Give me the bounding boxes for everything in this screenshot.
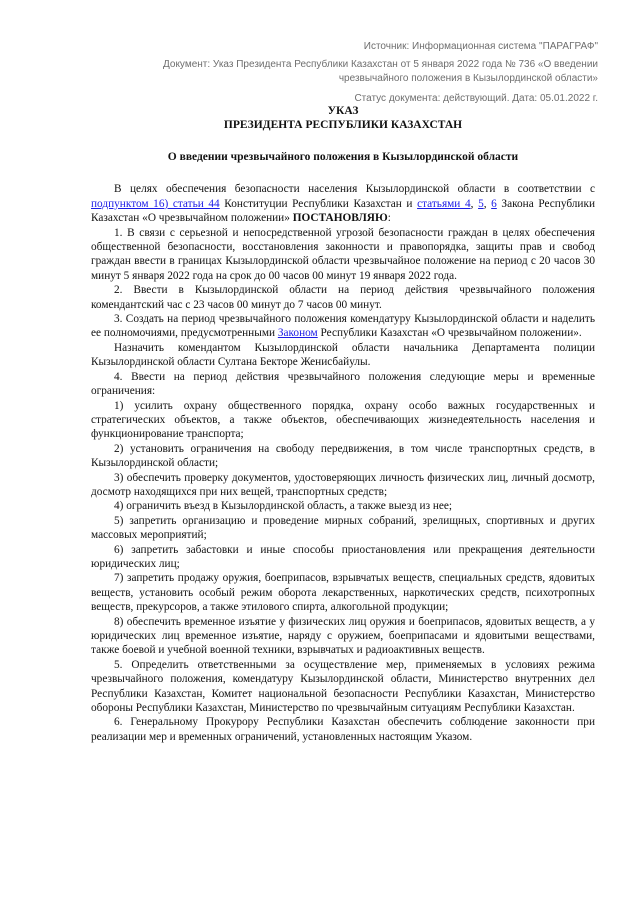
paragraph-4-item-8: 8) обеспечить временное изъятие у физических лиц оружия и боеприпасов, ядовитых веществ, а у юридических лиц временное изъятие, наряду с оружием, боеприпасами и ядовитыми веществами, также боевой и учебной военной техники, взрывчатых и радиоактивных веществ. — [91, 615, 595, 657]
paragraph-4-item-5: 5) запретить организацию и проведение мирных собраний, зрелищных, спортивных и других массовых мероприятий; — [91, 514, 595, 542]
paragraph-4-item-3: 3) обеспечить проверку документов, удостоверяющих личность физических лиц, личный досмотр, досмотр находящихся при них вещей, транспортных средств; — [91, 471, 595, 498]
title-president: ПРЕЗИДЕНТА РЕСПУБЛИКИ КАЗАХСТАН — [223, 119, 463, 131]
paragraph-4-item-2: 2) установить ограничения на свободу передвижения, в том числе транспортных средств, в Кызылординской области; — [91, 442, 595, 470]
paragraph-3-commandant: Назначить комендантом Кызылординской области начальника Департамента полиции Кызылординской области Султана Бекторе Женисбайулы. — [91, 341, 595, 369]
paragraph-text: Республики Казахстан «О чрезвычайном положении». — [317, 327, 582, 340]
preamble-paragraph — [91, 182, 595, 225]
document-line: Документ: Указ Президента Республики Казахстан от 5 января 2022 года № 736 «О введении чрезвычайного положения в Кызылординской области» — [163, 59, 598, 84]
separator: , — [470, 197, 479, 210]
paragraph-1: 1. В связи с серьезной и непосредственной угрозой безопасности граждан в целях обеспечения общественной безопасности, восстановления законности и правопорядка, защиты прав и свобод граждан ввести в границах Кызылординской области чрезвычайное положение на период с 20 часов 30 минут 5 января 2022 года на срок до 00 часов 00 минут 19 января 2022 года. — [91, 226, 595, 282]
preamble-end: : — [387, 212, 391, 225]
paragraph-4: 4. Ввести на период действия чрезвычайного положения следующие меры и временные ограничения: — [91, 370, 595, 398]
document-body — [91, 104, 595, 744]
paragraph-6: 6. Генеральному Прокурору Республики Казахстан обеспечить соблюдение законности при реализации мер и временных ограничений, установленных настоящим Указом. — [91, 716, 595, 743]
preamble-text: В целях обеспечения безопасности населения Кызылординской области в соответствии с — [114, 183, 595, 196]
status-line: Статус документа: действующий. Дата: 05.01.2022 г. — [354, 93, 598, 104]
paragraph-4-item-7: 7) запретить продажу оружия, боеприпасов, взрывчатых веществ, специальных средств, ядовитых веществ, установить особый режим оборота лекарственных, наркотических средств, психотропных веществ, прекурсоров, а также этилового спирта, алкогольной продукции; — [91, 572, 595, 614]
document-meta-header — [98, 40, 598, 110]
preamble-text: Закона Республики Казахстан «О чрезвычайном положении» — [91, 197, 595, 225]
source-line: Источник: Информационная система "ПАРАГРАФ" — [363, 41, 598, 52]
link-article-6[interactable]: 6 — [491, 197, 497, 210]
paragraph-text: 3. Создать на период чрезвычайного положения комендатуру Кызылординской области и наделить ее полномочиями, предусмотренными — [91, 313, 595, 340]
paragraph-3 — [91, 312, 595, 341]
paragraph-4-item-6: 6) запретить забастовки и иные способы приостановления или прекращения деятельности юридических лиц; — [91, 543, 595, 570]
preamble-text: Конституции Республики Казахстан и — [219, 197, 418, 210]
link-law[interactable]: Законом — [277, 327, 318, 340]
separator: , — [483, 197, 492, 210]
title-ukaz: УКАЗ — [327, 105, 359, 117]
link-article-4[interactable]: статьями 4 — [417, 197, 471, 210]
link-article-5[interactable]: 5 — [478, 197, 484, 210]
paragraph-5: 5. Определить ответственными за осуществление мер, применяемых в условиях режима чрезвычайного положения, комендатуру Кызылординской области, Министерство внутренних дел Республики Казахстан, Комитет национальной безопасности Республики Казахстан, Министерство обороны Республики Казахстан, Министерство по чрезвычайным ситуациям Республики Казахстан. — [91, 658, 595, 715]
link-constitution-article-44[interactable]: подпунктом 16) статьи 44 — [91, 197, 220, 210]
paragraph-4-item-1: 1) усилить охрану общественного порядка, охрану особо важных государственных и стратегических объектов, а также объектов, обеспечивающих жизнедеятельность населения и функционирование транспорта; — [91, 399, 595, 441]
document-subtitle: О введении чрезвычайного положения в Кызылординской области — [167, 151, 519, 163]
decree-keyword: ПОСТАНОВЛЯЮ — [292, 212, 388, 225]
paragraph-2: 2. Ввести в Кызылординской области на период действия чрезвычайного положения комендантский час с 23 часов 00 минут до 7 часов 00 минут. — [91, 284, 595, 311]
paragraph-4-item-4: 4) ограничить въезд в Кызылординской область, а также выезд из нее; — [114, 500, 453, 513]
